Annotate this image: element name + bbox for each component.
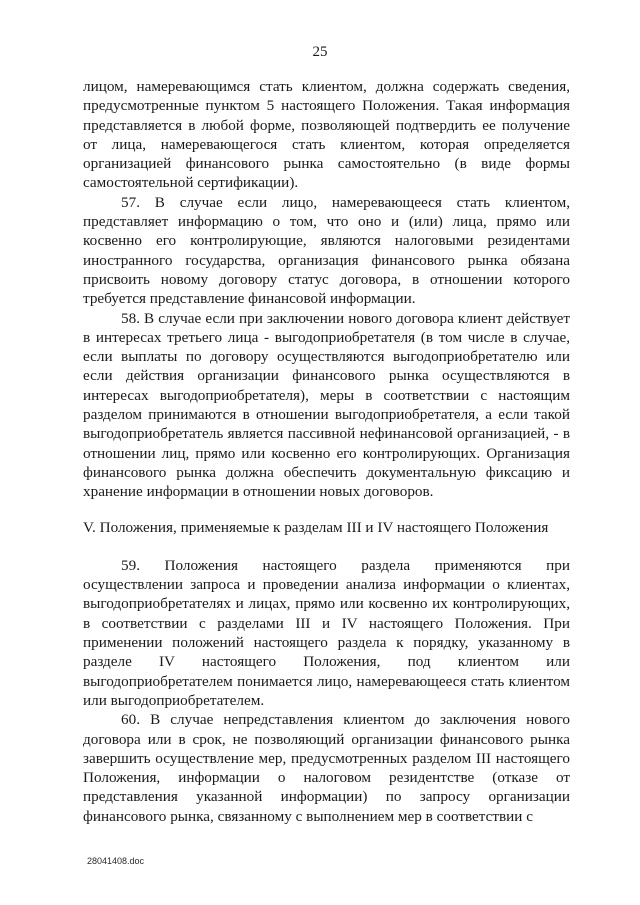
document-body	[83, 77, 570, 826]
page-number: 25	[312, 44, 328, 60]
paragraph-57: 57. В случае если лицо, намеревающееся стать клиентом, представляет информацию о том, что оно и (или) лица, прямо или косвенно его контролирующие, являются налоговыми резидентами иностранного государства, организация финансового рынка обязана присвоить новому договору статус договора, в отношении которого требуется представление финансовой информации.	[83, 193, 570, 308]
footer-filename: 28041408.doc	[87, 856, 145, 866]
paragraph-60: 60. В случае непредставления клиентом до заключения нового договора или в срок, не позволяющий организации финансового рынка завершить осуществление мер, предусмотренных разделом III настоящего Положения, информации о налоговом резидентстве (отказе от представления указанной информации) по запросу организации финансового рынка, связанному с выполнением мер в соответствии с	[83, 711, 570, 825]
paragraph-continuation: лицом, намеревающимся стать клиентом, должна содержать сведения, предусмотренные пунктом 5 настоящего Положения. Такая информация представляется в любой форме, позволяющей подтвердить ее получение от лица, намеревающегося стать клиентом, которая определяется организацией финансового рынка самостоятельно (в виде формы самостоятельной сертификации).	[83, 78, 570, 192]
section-heading: V. Положения, применяемые к разделам III и IV настоящего Положения	[83, 518, 549, 536]
paragraph-59: 59. Положения настоящего раздела применяются при осуществлении запроса и проведении анализа информации о клиентах, выгодоприобретателях и лицах, прямо или косвенно их контролирующих, в соответствии с разделами III и IV настоящего Положения. При применении положений настоящего раздела к порядку, указанному в разделе IV настоящего Положения, под клиентом или выгодоприобретателем понимается лицо, намеревающееся стать клиентом или выгодоприобретателем.	[83, 556, 570, 709]
paragraph-58: 58. В случае если при заключении нового договора клиент действует в интересах третьего лица - выгодоприобретателя (в том числе в случае, если выплаты по договору осуществляются выгодоприобретателю или если действия организации финансового рынка осуществляются в интересах выгодоприобретателя), меры в соответствии с настоящим разделом принимаются в отношении выгодоприобретателя, а если такой выгодоприобретатель является пассивной нефинансовой организацией, - в отношении лиц, прямо или косвенно его контролирующих. Организация финансового рынка должна обеспечить документальную фиксацию и хранение информации в отношении новых договоров.	[83, 309, 570, 501]
